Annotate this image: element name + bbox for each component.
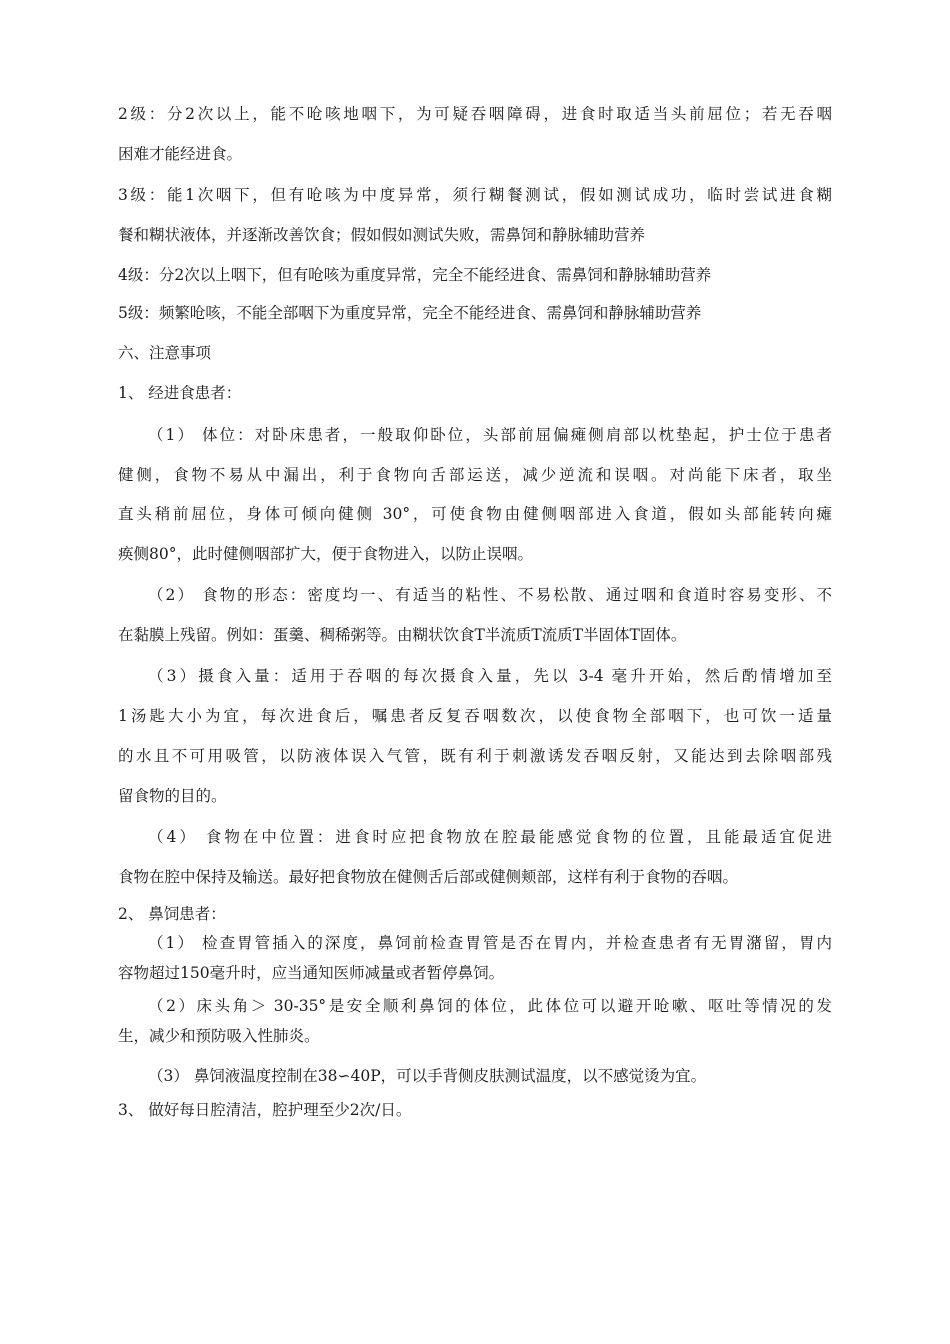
item-1-p1-line-2: 健侧，食物不易从中漏出，利于食物向舌部运送，减少逆流和误咽。对尚能下床者，取坐 <box>118 466 832 484</box>
grade-3-line-1: 3级：能1次咽下，但有呛咳为中度异常，须行糊餐测试，假如测试成功，临时尝试进食糊 <box>118 186 832 204</box>
item-1-p3-line-4: 留食物的目的。 <box>118 787 227 805</box>
item-2-p1-line-1: （1） 检查胃管插入的深度，鼻饲前检查胃管是否在胃内，并检查患者有无胃潴留，胃内 <box>148 934 832 952</box>
grade-2-line-1: 2级：分2次以上，能不呛咳地咽下，为可疑吞咽障碍，进食时取适当头前屈位；若无吞咽 <box>118 105 832 123</box>
item-1-p3-line-1: （3）摄食入量：适用于吞咽的每次摄食入量，先以 3-4 毫升开始，然后酌情增加至 <box>148 667 832 685</box>
item-1-p4-line-1: （4） 食物在中位置：进食时应把食物放在腔最能感觉食物的位置，且能最适宜促进 <box>148 828 832 846</box>
item-1-p1-line-4: 痪侧80°，此时健侧咽部扩大，便于食物进入，以防止误咽。 <box>118 545 533 563</box>
item-1-p3-line-3: 的水且不可用吸管，以防液体误入气管，既有利于刺激诱发吞咽反射，又能达到去除咽部残 <box>118 747 832 765</box>
item-2-p1-line-2: 容物超过150毫升时，应当通知医师减量或者暂停鼻饲。 <box>118 964 505 982</box>
item-1-p4-line-2: 食物在腔中保持及输送。最好把食物放在健侧舌后部或健侧颊部，这样有利于食物的吞咽。 <box>118 868 739 886</box>
grade-2-line-2: 困难才能经进食。 <box>118 145 243 163</box>
item-2-p2-line-1: （2）床头角＞ 30-35°是安全顺利鼻饲的体位，此体位可以避开呛嗽、呕吐等情况的发 <box>148 997 832 1015</box>
item-1-p1-line-1: （1） 体位：对卧床患者，一般取仰卧位，头部前屈偏瘫侧肩部以枕垫起，护士位于患者 <box>148 426 832 444</box>
grade-5-line: 5级：频繁呛咳，不能全部咽下为重度异常，完全不能经进食、需鼻饲和静脉辅助营养 <box>118 304 702 322</box>
grade-4-line: 4级：分2次以上咽下，但有呛咳为重度异常，完全不能经进食、需鼻饲和静脉辅助营养 <box>118 266 712 284</box>
item-1-p2-line-1: （2） 食物的形态：密度均一、有适当的粘性、不易松散、通过咽和食道时容易变形、不 <box>148 586 832 604</box>
item-1-p1-line-3: 直头稍前屈位，身体可倾向健侧 30°，可使食物由健侧咽部进入食道，假如头部能转向瘫 <box>118 505 832 523</box>
item-2-heading: 2、 鼻饲患者： <box>118 905 226 923</box>
item-1-p3-line-2: 1汤匙大小为宜，每次进食后，嘱患者反复吞咽数次，以使食物全部咽下，也可饮一适量 <box>118 707 832 725</box>
item-1-heading: 1、 经进食患者： <box>118 384 242 402</box>
section-6-heading: 六、注意事项 <box>118 344 212 362</box>
item-3-heading: 3、 做好每日腔清洁，腔护理至少2次/日。 <box>118 1101 412 1119</box>
grade-3-line-2: 餐和糊状液体，并逐渐改善饮食；假如假如测试失败，需鼻饲和静脉辅助营养 <box>118 226 646 244</box>
item-2-p3-line-1: （3） 鼻饲液温度控制在38∽40P，可以手背侧皮肤测试温度，以不感觉烫为宜。 <box>148 1067 707 1085</box>
item-2-p2-line-2: 生，减少和预防吸入性肺炎。 <box>118 1027 320 1045</box>
item-1-p2-line-2: 在黏膜上残留。例如：蛋羹、稠稀粥等。由糊状饮食T半流质T流质T半固体T固体。 <box>118 626 687 644</box>
